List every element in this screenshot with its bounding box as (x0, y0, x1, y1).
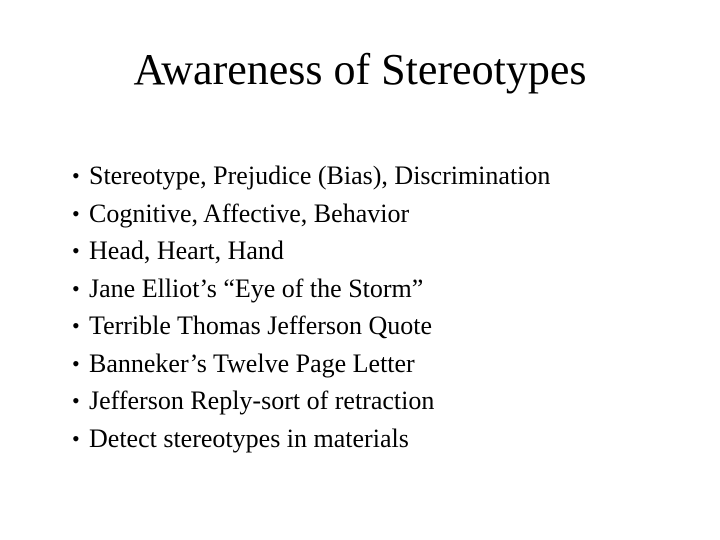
bullet-text: Stereotype, Prejudice (Bias), Discrimination (89, 161, 551, 190)
bullet-text: Terrible Thomas Jefferson Quote (89, 311, 433, 340)
bullet-text: Head, Heart, Hand (89, 236, 284, 265)
bullet-dot-icon: • (72, 425, 80, 451)
bullet-dot-icon: • (72, 313, 80, 338)
bullet-text: Jefferson Reply-sort of retraction (89, 386, 435, 415)
bullet-dot-icon: • (72, 388, 80, 413)
bullet-text: Banneker’s Twelve Page Letter (89, 348, 415, 378)
slide-title: Awareness of Stereotypes (133, 45, 587, 94)
bullet-dot-icon: • (72, 350, 80, 376)
bullet-text: Detect stereotypes in materials (89, 423, 409, 453)
bullet-dot-icon: • (72, 200, 80, 226)
bullet-text: Cognitive, Affective, Behavior (89, 198, 410, 228)
bullet-dot-icon: • (72, 163, 80, 188)
bullet-text: Jane Elliot’s “Eye of the Storm” (89, 273, 424, 303)
bullet-dot-icon: • (72, 238, 80, 263)
bullet-dot-icon: • (72, 275, 80, 301)
